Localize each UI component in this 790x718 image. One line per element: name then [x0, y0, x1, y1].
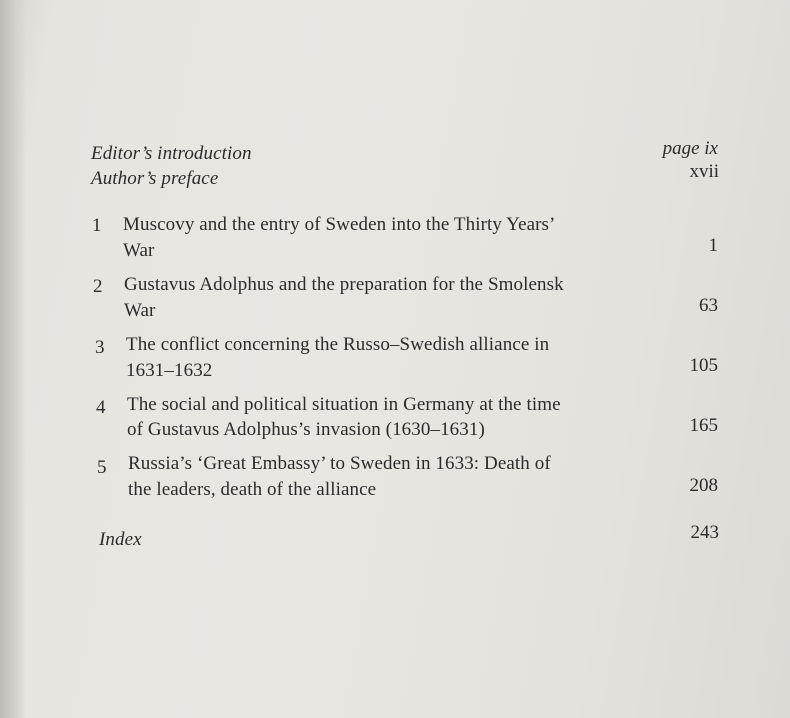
chapter-title-line: the leaders, death of the alliance [128, 479, 377, 500]
chapter-number: 2 [93, 276, 103, 297]
chapter-number: 4 [96, 397, 106, 418]
chapter-title-line: The social and political situation in Germany at the time [127, 394, 561, 415]
chapter-page: 105 [689, 355, 718, 376]
chapter-title-line: 1631–1632 [126, 360, 213, 381]
chapter-page: 63 [699, 295, 718, 316]
toc-front-title-editors-introduction: Editor’s introduction [91, 143, 252, 164]
chapter-title-line: The conflict concerning the Russo–Swedish alliance in [126, 334, 550, 355]
chapter-page: 208 [689, 475, 718, 496]
toc-back-title-index: Index [99, 529, 142, 550]
chapter-number: 1 [92, 215, 102, 236]
chapter-title-line: War [124, 300, 156, 321]
toc-back-page-index: 243 [690, 522, 719, 543]
chapter-title-line: Muscovy and the entry of Sweden into the Thirty Years’ [123, 214, 556, 235]
chapter-title-line: Russia’s ‘Great Embassy’ to Sweden in 1633: Death of [128, 453, 551, 474]
toc-front-page-authors-preface: xvii [689, 161, 719, 182]
chapter-title-line: of Gustavus Adolphus’s invasion (1630–1631) [127, 419, 485, 440]
chapter-number: 5 [97, 457, 107, 478]
toc-front-title-authors-preface: Author’s preface [91, 168, 219, 189]
chapter-number: 3 [95, 337, 105, 358]
chapter-page: 1 [708, 235, 718, 256]
chapter-title-line: Gustavus Adolphus and the preparation for the Smolensk [124, 274, 564, 295]
toc-front-page-editors-introduction: page ix [662, 138, 718, 159]
chapter-page: 165 [689, 415, 718, 436]
chapter-title-line: War [123, 240, 155, 261]
